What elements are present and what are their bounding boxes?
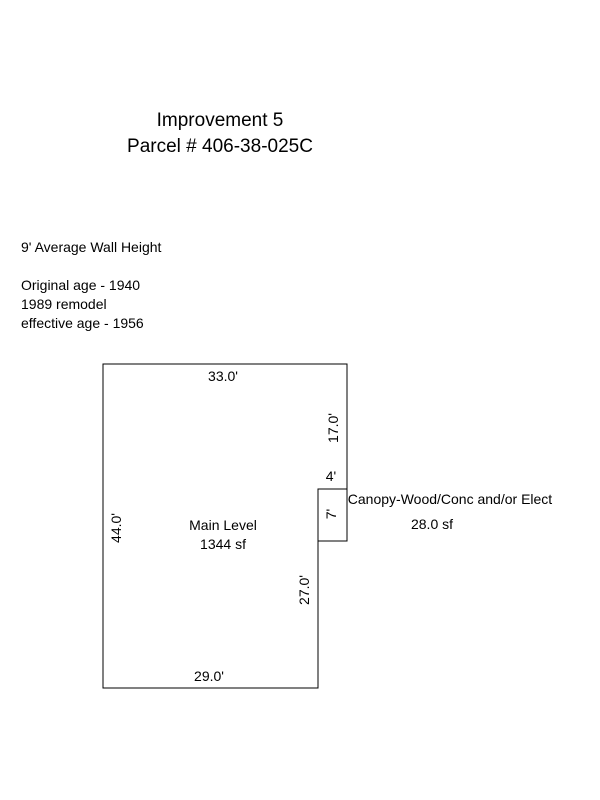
- remodel-note: 1989 remodel: [21, 296, 107, 312]
- main-level-name: Main Level: [189, 517, 257, 533]
- parcel-number: Parcel # 406-38-025C: [127, 136, 313, 157]
- dim-right-upper: 17.0': [325, 413, 341, 443]
- dim-right-lower: 27.0': [296, 575, 312, 605]
- original-age-note: Original age - 1940: [21, 277, 141, 293]
- dim-top: 33.0': [208, 368, 238, 384]
- dim-left: 44.0': [108, 513, 124, 543]
- effective-age-note: effective age - 1956: [21, 315, 144, 331]
- canopy-area: 28.0 sf: [410, 516, 454, 532]
- dim-bottom: 29.0': [194, 668, 224, 684]
- wall-height-note: 9' Average Wall Height: [21, 239, 162, 255]
- canopy-name: Canopy-Wood/Conc and/or Elect: [347, 491, 553, 507]
- dim-canopy-height: 7': [323, 508, 339, 520]
- main-level-area: 1344 sf: [200, 536, 246, 552]
- dim-jog: 4': [325, 468, 337, 484]
- improvement-title: Improvement 5: [156, 110, 284, 131]
